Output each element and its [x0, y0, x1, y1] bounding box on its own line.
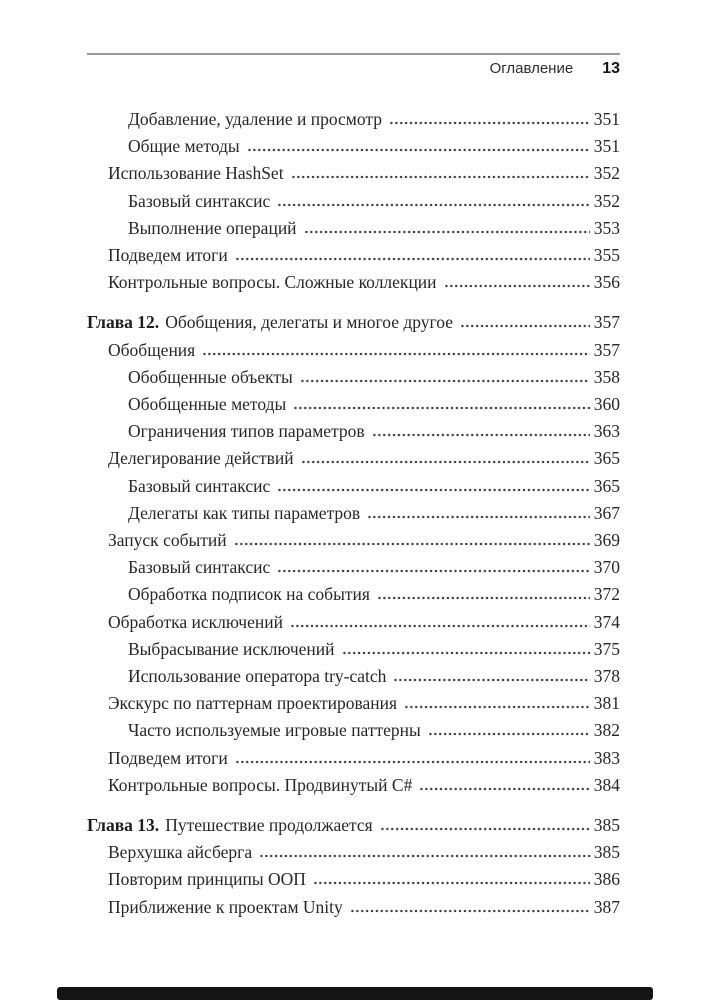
dot-leader [259, 845, 590, 858]
entry-label: Обобщенные объекты [128, 366, 293, 387]
entry-label: Делегаты как типы параметров [128, 502, 361, 523]
entry-label: Приближение к проектам Unity [108, 896, 343, 917]
entry-label: Ограничения типов параметров [128, 421, 365, 442]
entry-label: Обобщения [108, 339, 196, 360]
entry-page-number: 352 [593, 163, 620, 184]
dot-leader [293, 397, 590, 410]
entry-label: Выбрасывание исключений [128, 638, 335, 659]
entry-page-number: 363 [593, 421, 620, 442]
chapter-prefix: Глава 12. [87, 312, 160, 333]
toc-entry [87, 418, 620, 445]
entry-page-number: 352 [593, 190, 620, 211]
dot-leader [460, 315, 590, 328]
toc-entry [87, 160, 620, 187]
dot-leader [277, 479, 590, 492]
entry-page-number: 386 [593, 869, 620, 890]
toc-entry [87, 337, 620, 364]
entry-page-number: 375 [593, 638, 620, 659]
dot-leader [247, 139, 590, 152]
toc-chapter-entry [87, 812, 620, 839]
entry-label: Экскурс по паттернам проектирования [108, 693, 398, 714]
toc-group [87, 309, 620, 799]
entry-label: Базовый синтаксис [128, 557, 271, 578]
toc-entry [87, 839, 620, 866]
entry-label: Базовый синтаксис [128, 190, 271, 211]
toc-entry [87, 391, 620, 418]
footer-bar [57, 987, 653, 1000]
dot-leader [277, 194, 590, 207]
entry-label: Выполнение операций [128, 217, 297, 238]
entry-page-number: 360 [593, 394, 620, 415]
entry-page-number: 385 [593, 842, 620, 863]
entry-page-number: 355 [593, 245, 620, 266]
dot-leader [234, 533, 590, 546]
dot-leader [235, 751, 590, 764]
entry-label: Обработка исключений [108, 611, 283, 632]
entry-page-number: 365 [593, 448, 620, 469]
dot-leader [277, 560, 590, 573]
entry-label: Путешествие продолжается [165, 815, 373, 836]
dot-leader [350, 900, 590, 913]
entry-label: Подведем итоги [108, 245, 228, 266]
dot-leader [444, 275, 590, 288]
toc-entry [87, 894, 620, 921]
entry-page-number: 384 [593, 774, 620, 795]
dot-leader [291, 166, 590, 179]
toc-entry [87, 663, 620, 690]
entry-label: Запуск событий [108, 530, 227, 551]
toc-list [87, 106, 620, 921]
entry-label: Добавление, удаление и просмотр [128, 109, 382, 129]
toc-entry [87, 445, 620, 472]
entry-page-number: 351 [593, 136, 620, 157]
entry-page-number: 387 [593, 896, 620, 917]
entry-label: Базовый синтаксис [128, 475, 271, 496]
entry-page-number: 385 [593, 815, 620, 836]
entry-page-number: 367 [593, 502, 620, 523]
entry-page-number: 369 [593, 530, 620, 551]
toc-entry [87, 717, 620, 744]
entry-page-number: 358 [593, 366, 620, 387]
dot-leader [419, 778, 589, 791]
entry-page-number: 356 [593, 272, 620, 293]
entry-page-number: 370 [593, 557, 620, 578]
entry-page-number: 372 [593, 584, 620, 605]
toc-entry [87, 609, 620, 636]
toc-entry [87, 133, 620, 160]
entry-label: Обобщенные методы [128, 394, 287, 415]
toc-entry [87, 866, 620, 893]
entry-label: Верхушка айсберга [108, 842, 253, 863]
toc-chapter-entry [87, 309, 620, 336]
toc-entry [87, 581, 620, 608]
dot-leader [313, 872, 590, 885]
entry-label: Использование оператора try-catch [128, 666, 387, 687]
dot-leader [290, 615, 590, 628]
dot-leader [300, 370, 590, 383]
toc-entry [87, 269, 620, 296]
toc-entry [87, 772, 620, 799]
toc-entry [87, 188, 620, 215]
entry-page-number: 353 [593, 217, 620, 238]
entry-label: Часто используемые игровые паттерны [128, 720, 421, 741]
header-page-number: 13 [602, 60, 620, 77]
entry-page-number: 351 [593, 109, 620, 129]
entry-page-number: 365 [593, 475, 620, 496]
entry-page-number: 381 [593, 693, 620, 714]
entry-label: Делегирование действий [108, 448, 294, 469]
entry-label: Обработка подписок на события [128, 584, 370, 605]
entry-page-number: 382 [593, 720, 620, 741]
entry-label: Контрольные вопросы. Сложные коллекции [108, 272, 437, 293]
entry-label: Общие методы [128, 136, 240, 157]
toc-entry [87, 636, 620, 663]
toc-group [87, 106, 620, 296]
dot-leader [393, 669, 589, 682]
dot-leader [380, 818, 590, 831]
toc-entry [87, 690, 620, 717]
dot-leader [372, 424, 590, 437]
dot-leader [301, 451, 590, 464]
chapter-prefix: Глава 13. [87, 815, 160, 836]
entry-page-number: 374 [593, 611, 620, 632]
dot-leader [377, 587, 590, 600]
dot-leader [342, 642, 590, 655]
toc-entry [87, 242, 620, 269]
entry-page-number: 357 [593, 339, 620, 360]
header-title: Оглавление [489, 60, 574, 77]
toc-entry [87, 106, 620, 133]
dot-leader [367, 506, 590, 519]
dot-leader [428, 723, 590, 736]
toc-entry [87, 554, 620, 581]
toc-entry [87, 527, 620, 554]
toc-entry [87, 215, 620, 242]
dot-leader [404, 696, 590, 709]
toc-entry [87, 364, 620, 391]
dot-leader [304, 221, 590, 234]
dot-leader [389, 112, 590, 125]
toc-entry [87, 500, 620, 527]
toc-entry [87, 745, 620, 772]
dot-leader [235, 248, 590, 261]
toc-group [87, 812, 620, 921]
page-header [87, 60, 620, 78]
dot-leader [202, 343, 590, 356]
header-rule [87, 53, 620, 55]
toc-entry [87, 473, 620, 500]
entry-label: Контрольные вопросы. Продвинутый C# [108, 774, 413, 795]
entry-label: Обобщения, делегаты и многое другое [165, 312, 454, 333]
entry-page-number: 357 [593, 312, 620, 333]
entry-page-number: 383 [593, 747, 620, 768]
entry-label: Использование HashSet [108, 163, 284, 184]
entry-label: Подведем итоги [108, 747, 228, 768]
entry-page-number: 378 [593, 666, 620, 687]
entry-label: Повторим принципы ООП [108, 869, 306, 890]
